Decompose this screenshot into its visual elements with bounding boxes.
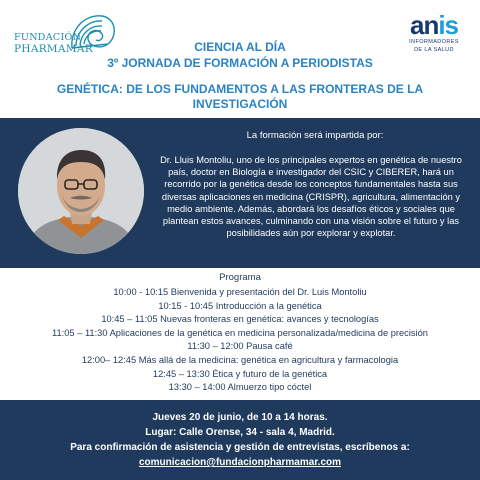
speaker-intro: La formación será impartida por: [246, 130, 384, 141]
header [0, 0, 480, 118]
program-item: 13:30 – 14:00 Almuerzo tipo cóctel [168, 382, 312, 393]
footer-section [0, 400, 480, 480]
event-place: Lugar: Calle Orense, 34 - sala 4, Madrid. [145, 427, 335, 438]
anis-wordmark [398, 12, 470, 38]
program-item: 10:15 - 10:45 Introducción a la genética [158, 300, 322, 311]
program-item: 12:00– 12:45 Más allá de la medicina: genética en agricultura y farmacologia [81, 354, 399, 365]
program-item: 10:45 – 11:05 Nuevas fronteras en genética: avances y tecnologías [101, 314, 379, 325]
contact-email-link[interactable]: comunicacion@fundacionpharmamar.com [138, 457, 342, 468]
contact-text: Para confirmación de asistencia y gestión de entrevistas, escríbenos a: [70, 442, 410, 453]
program-section [0, 268, 480, 400]
program-item: 11:30 – 12:00 Pausa café [187, 341, 293, 352]
program-item: 12:45 – 13:30 Ética y futuro de la genética [152, 368, 328, 379]
program-item: 11:05 – 11:30 Aplicaciones de la genética en medicina personalizada/medicina de precisión [52, 327, 428, 338]
logo-line-pharmamar: PHARMAMAR [14, 43, 93, 55]
speaker-section [0, 118, 480, 268]
anis-wordmark-b: is [438, 10, 459, 40]
event-date: Jueves 20 de junio, de 10 a 14 horas. [152, 412, 328, 423]
program-title: Programa [219, 272, 261, 283]
event-subtitle: 3º JORNADA DE FORMACIÓN A PERIODISTAS [107, 56, 373, 70]
speaker-photo [18, 128, 144, 254]
anis-tagline-2: DE LA SALUD [414, 47, 454, 53]
anis-wordmark-a: an [409, 10, 439, 40]
speaker-bio: Dr. Lluis Montoliu, uno de los principales expertos en genética de nuestro país, doctor en Biología e investigador del CSIC y CIBERER, hará un recorrido por la genética desde los conceptos fundamentales hasta sus diversas aplicaciones en medicina (CRISPR), agricultura, alimentación y medio ambiente. Además, abordará los desafíos éticos y sociales que plantean estos avances, culminando con una visión sobre el futuro y las posibilidades aún por explorar y explotar. [160, 155, 462, 239]
program-item: 10:00 - 10:15 Bienvenida y presentación del Dr. Luis Montoliu [113, 287, 367, 297]
event-title: CIENCIA AL DÍA [194, 40, 286, 54]
anis-tagline-1: INFORMADORES [409, 39, 459, 45]
program-list [0, 286, 480, 395]
logo-line-fundacion: FUNDACIÓN [14, 32, 82, 43]
event-topic: GENÉTICA: DE LOS FUNDAMENTOS A LAS FRONTERAS DE LA INVESTIGACIÓN [56, 82, 424, 111]
